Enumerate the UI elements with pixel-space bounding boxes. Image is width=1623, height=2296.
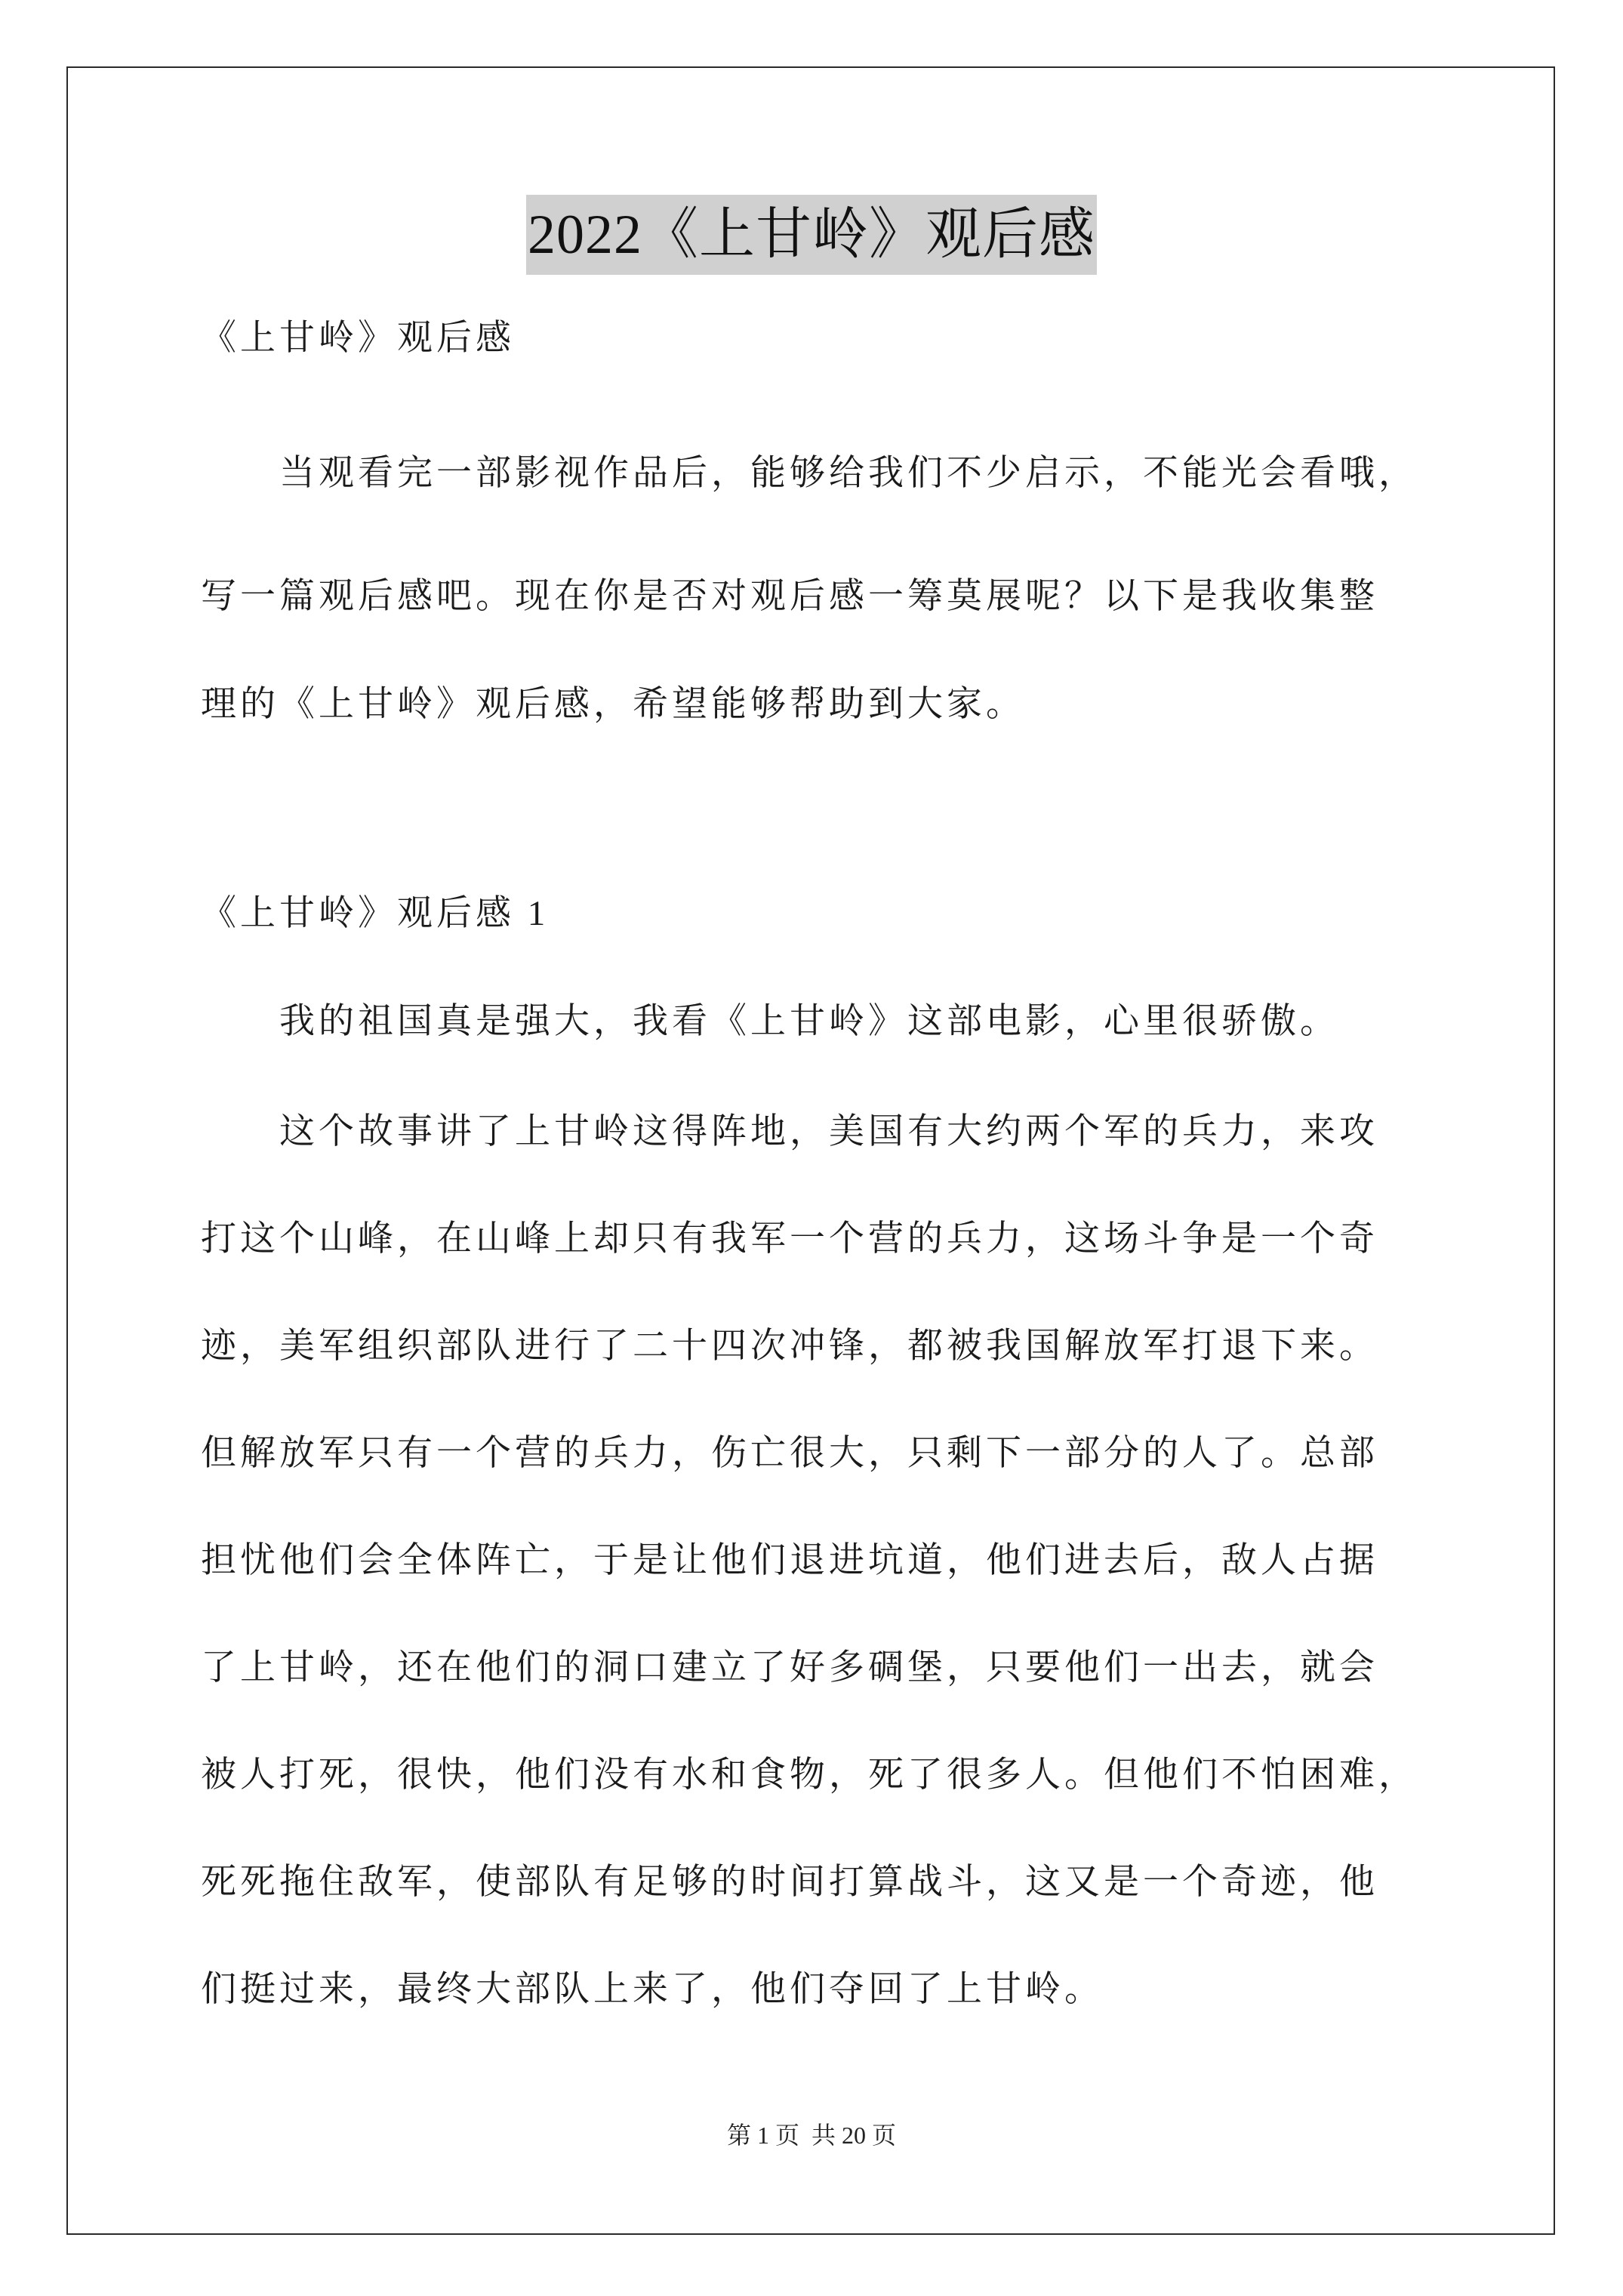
- paragraph-line: 死死拖住敌军，使部队有足够的时间打算战斗，这又是一个奇迹，他: [201, 1863, 1378, 1902]
- paragraph-line: 但解放军只有一个营的兵力，伤亡很大，只剩下一部分的人了。总部: [201, 1434, 1378, 1473]
- document-title: 2022《上甘岭》观后感: [526, 195, 1097, 275]
- paragraph-line: 写一篇观后感吧。现在你是否对观后感一筹莫展呢？以下是我收集整: [201, 577, 1378, 616]
- paragraph-line: 我的祖国真是强大，我看《上甘岭》这部电影，心里很骄傲。: [201, 1002, 1339, 1041]
- page-total: 共 20 页: [812, 2122, 897, 2149]
- paragraph-line: 理的《上甘岭》观后感，希望能够帮助到大家。: [201, 685, 1025, 724]
- section-heading: 《上甘岭》观后感 1: [201, 894, 550, 933]
- paragraph-line: 这个故事讲了上甘岭这得阵地，美国有大约两个军的兵力，来攻: [201, 1112, 1378, 1151]
- page-number: 第 1 页: [726, 2122, 799, 2149]
- page-footer: [0, 2120, 1623, 2150]
- paragraph-line: 们挺过来，最终大部队上来了，他们夺回了上甘岭。: [201, 1970, 1104, 2009]
- paragraph-line: 迹，美军组织部队进行了二十四次冲锋，都被我国解放军打退下来。: [201, 1327, 1378, 1366]
- paragraph-line: 当观看完一部影视作品后，能够给我们不少启示，不能光会看哦，: [201, 454, 1418, 493]
- paragraph-line: 被人打死，很快，他们没有水和食物，死了很多人。但他们不怕困难，: [201, 1755, 1418, 1795]
- paragraph-line: 了上甘岭，还在他们的洞口建立了好多碉堡，只要他们一出去，就会: [201, 1648, 1378, 1687]
- title-container: [0, 195, 1623, 275]
- subtitle-line: 《上甘岭》观后感: [201, 319, 515, 358]
- paragraph-line: 打这个山峰，在山峰上却只有我军一个营的兵力，这场斗争是一个奇: [201, 1219, 1378, 1259]
- paragraph-line: 担忧他们会全体阵亡，于是让他们退进坑道，他们进去后，敌人占据: [201, 1541, 1378, 1580]
